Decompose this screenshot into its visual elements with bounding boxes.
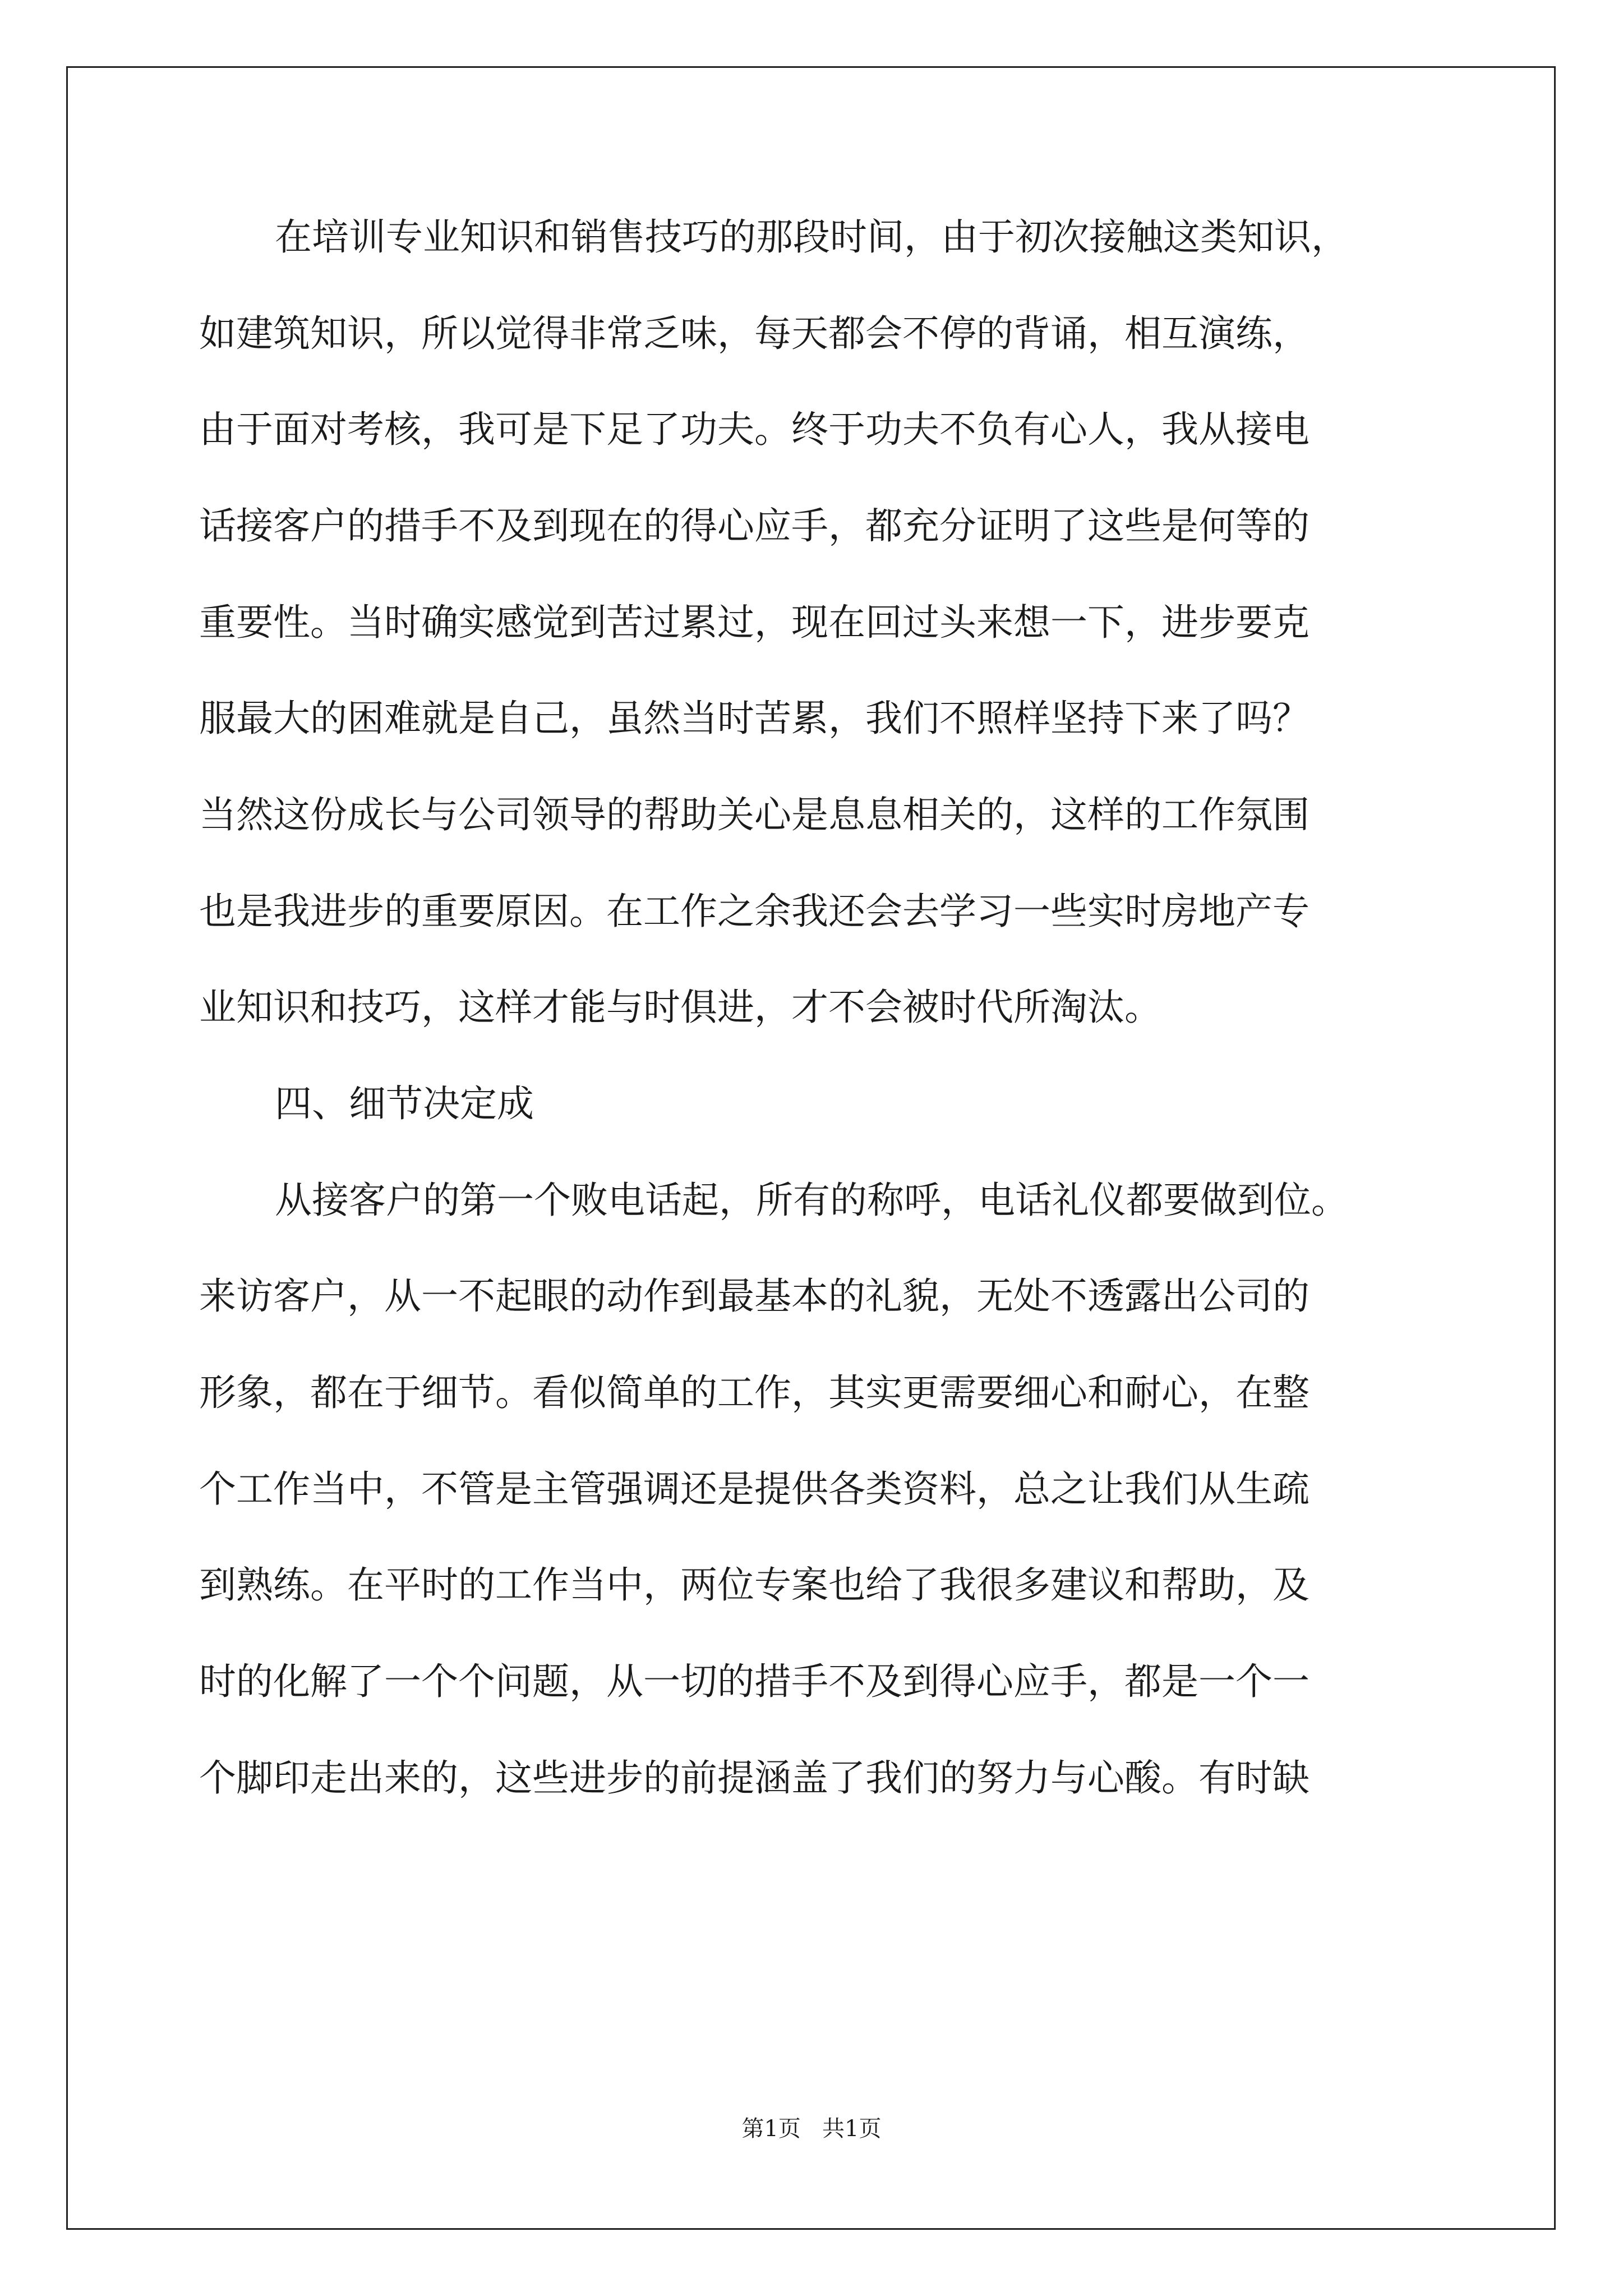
body-text-line: 当然这份成长与公司领导的帮助关心是息息相关的，这样的工作氛围 <box>199 793 1310 836</box>
body-text-line: 来访客户，从一不起眼的动作到最基本的礼貌，无处不透露出公司的 <box>199 1274 1310 1318</box>
body-text-line: 到熟练。在平时的工作当中，两位专案也给了我很多建议和帮助，及 <box>199 1563 1310 1607</box>
body-text-line: 从接客户的第一个败电话起，所有的称呼，电话礼仪都要做到位。 <box>275 1179 1348 1222</box>
page-number-footer: 第1页 共1页 <box>741 2116 882 2142</box>
body-text-line: 也是我进步的重要原因。在工作之余我还会去学习一些实时房地产专 <box>199 890 1310 933</box>
body-text-line: 个脚印走出来的，这些进步的前提涵盖了我们的努力与心酸。有时缺 <box>199 1756 1310 1800</box>
body-text-line: 形象，都在于细节。看似简单的工作，其实更需要细心和耐心，在整 <box>199 1371 1310 1414</box>
body-text-line: 重要性。当时确实感觉到苦过累过，现在回过头来想一下，进步要克 <box>199 601 1310 644</box>
body-text-line: 由于面对考核，我可是下足了功夫。终于功夫不负有心人，我从接电 <box>199 408 1310 451</box>
body-text-line: 话接客户的措手不及到现在的得心应手，都充分证明了这些是何等的 <box>199 504 1310 547</box>
page-border <box>66 66 1556 2230</box>
body-text-line: 如建筑知识，所以觉得非常乏味，每天都会不停的背诵，相互演练， <box>199 312 1310 355</box>
body-text-line: 业知识和技巧，这样才能与时俱进，才不会被时代所淘汰。 <box>199 986 1161 1029</box>
body-text-line: 时的化解了一个个问题，从一切的措手不及到得心应手，都是一个一 <box>199 1660 1310 1703</box>
body-text-line: 在培训专业知识和销售技巧的那段时间，由于初次接触这类知识， <box>275 215 1348 259</box>
body-text-line: 个工作当中，不管是主管强调还是提供各类资料，总之让我们从生疏 <box>199 1467 1310 1511</box>
body-text-line: 服最大的困难就是自己，虽然当时苦累，我们不照样坚持下来了吗？ <box>199 697 1310 740</box>
section-heading: 四、细节决定成 <box>275 1082 534 1125</box>
